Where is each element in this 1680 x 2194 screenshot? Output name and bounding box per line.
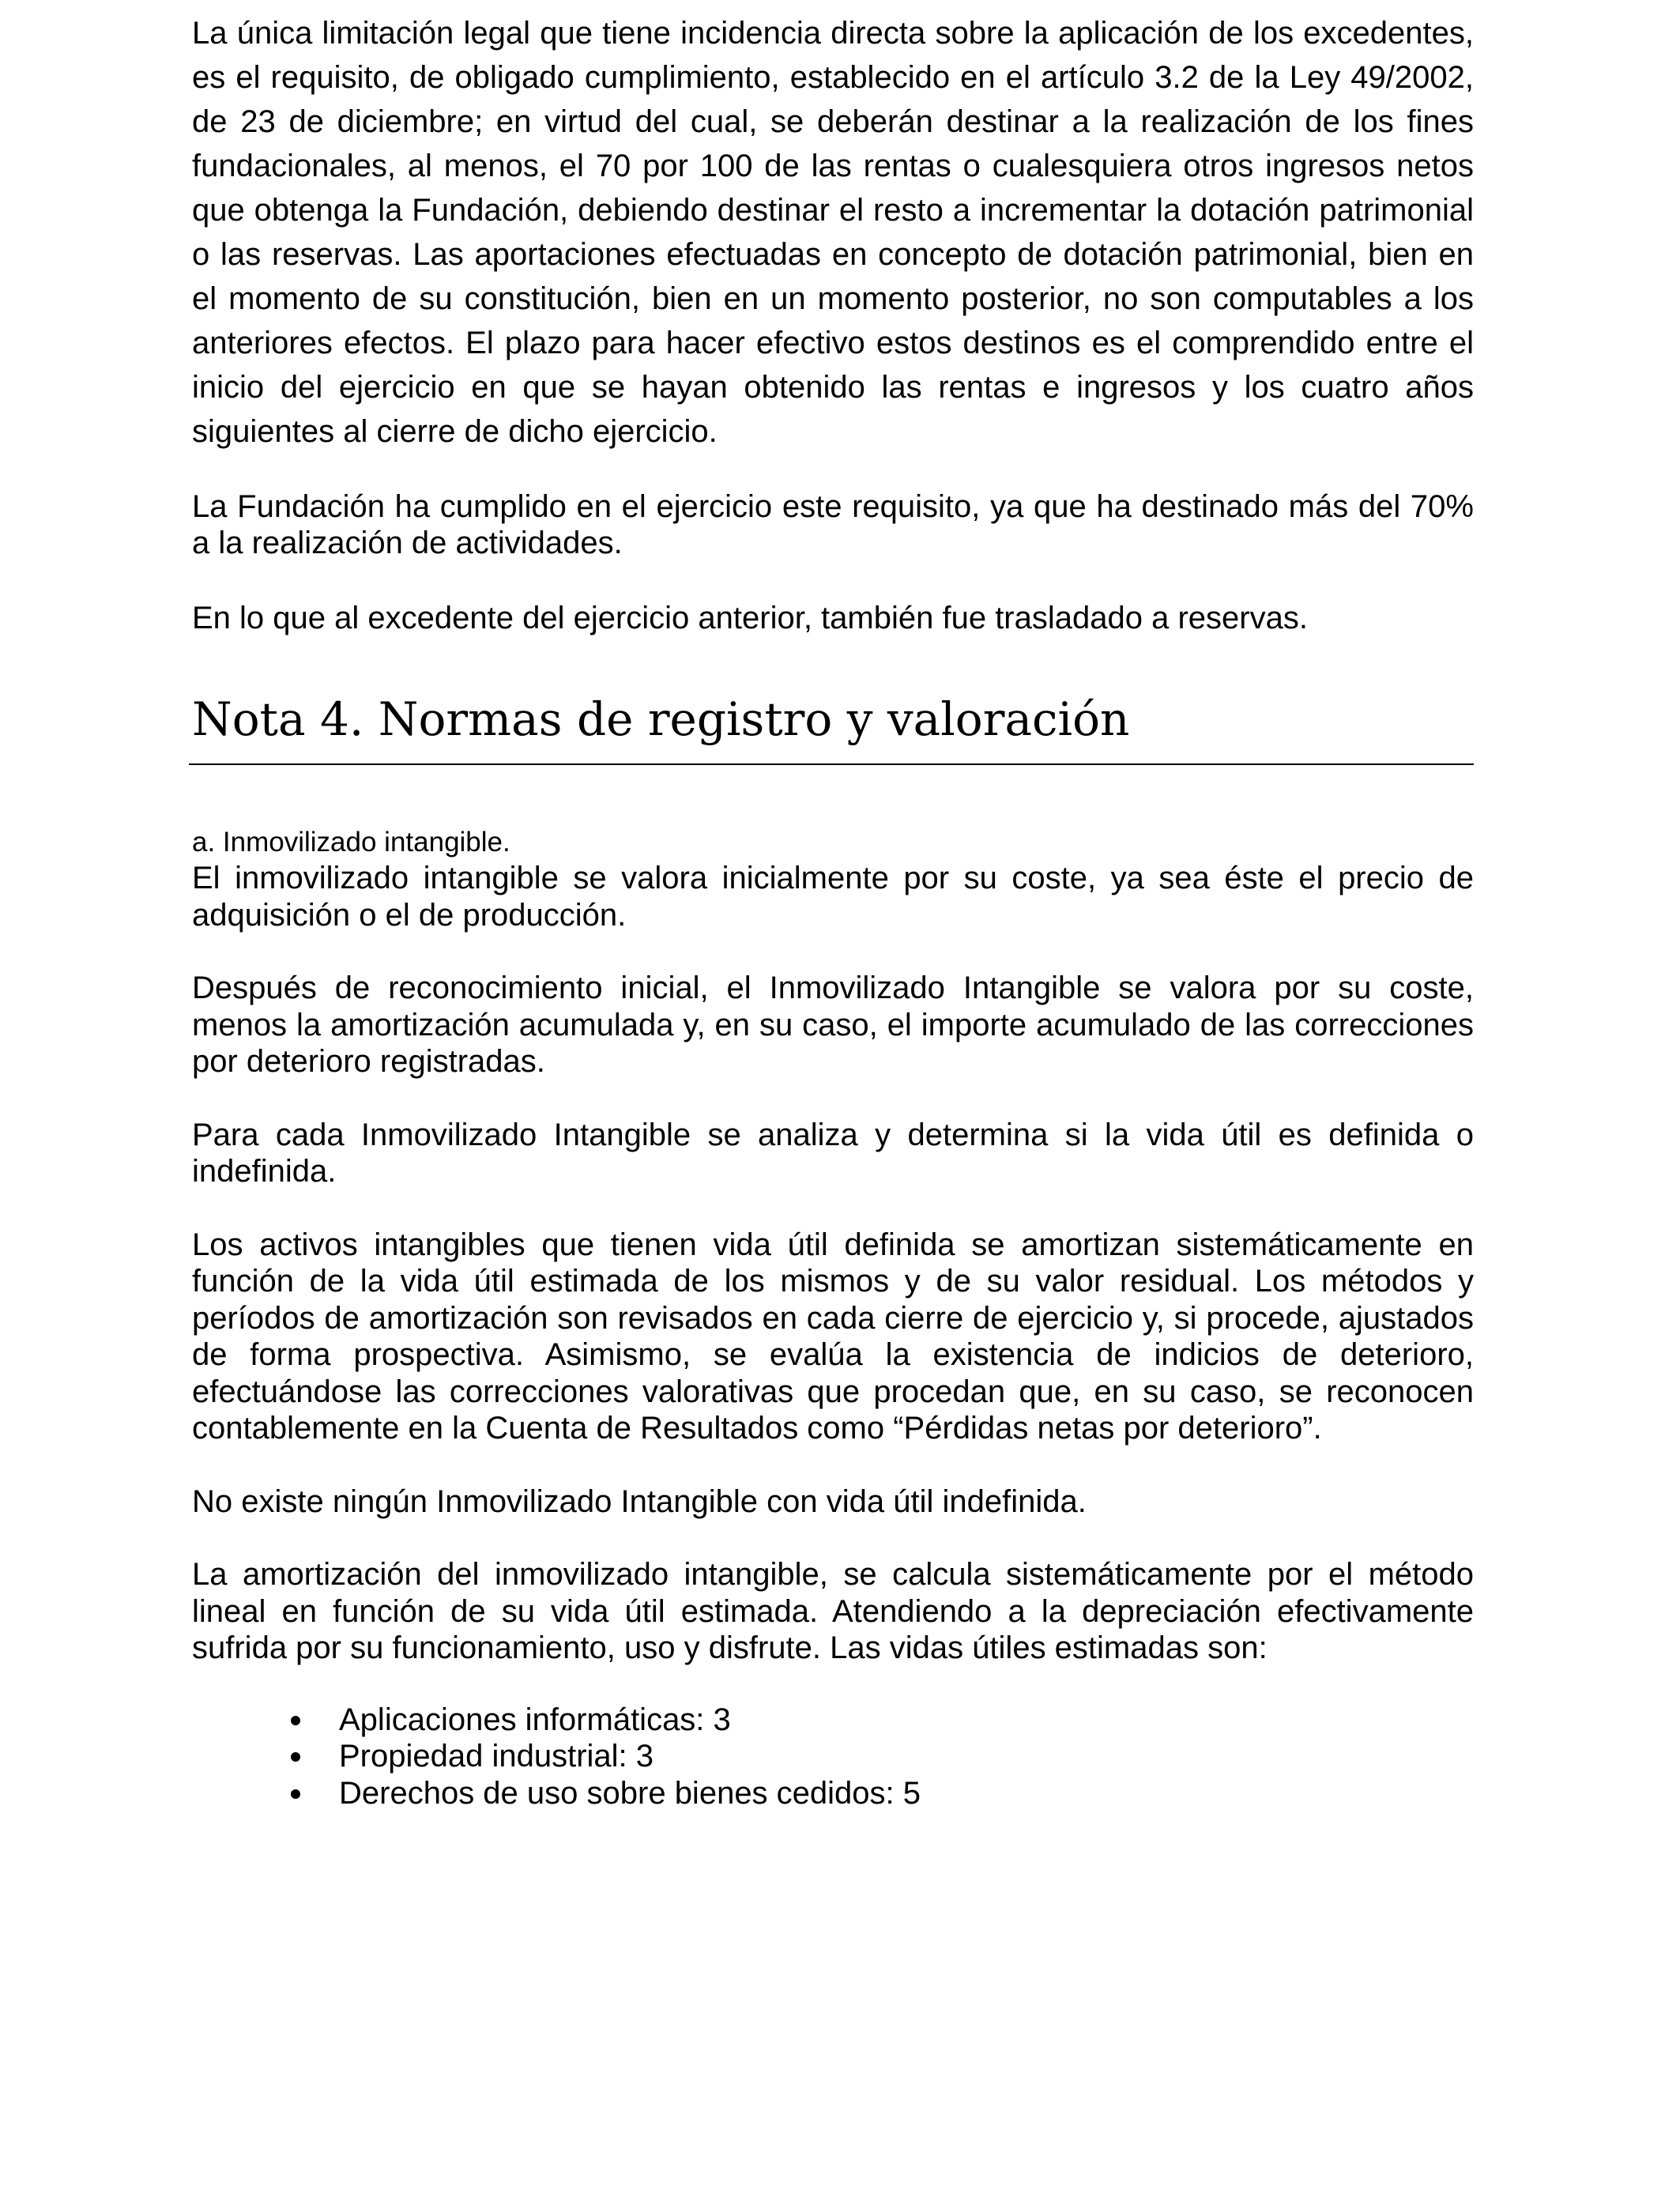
paragraph-surplus-limitation: La única limitación legal que tiene incidencia directa sobre la aplicación de los excedentes, es el requisito, de obligado cumplimiento, establecido en el artículo 3.2 de la Ley 49/2002, de 23 de diciembre; en virtud del cual, se deberán destinar a la realización de los fines fundacionales, al menos, el 70 por 100 de las rentas o cualesquiera otros ingresos netos que obtenga la Fundación, debiendo destinar el resto a incrementar la dotación patrimonial o las reservas. Las aportaciones efectuadas en concepto de dotación patrimonial, bien en el momento de su constitución, bien en un momento posterior, no son computables a los anteriores efectos. El plazo para hacer efectivo estos destinos es el comprendido entre el inicio del ejercicio en que se hayan obtenido las rentas e ingresos y los cuatro años siguientes al cierre de dicho ejercicio.: [192, 16, 1474, 449]
intangible-assets-section: [192, 825, 1474, 1811]
bullet-icon: [291, 1752, 300, 1762]
heading-divider: [189, 763, 1474, 765]
list-item-text: Aplicaciones informáticas: 3: [339, 1702, 731, 1737]
subheading-intangible-assets: a. Inmovilizado intangible.: [192, 827, 510, 858]
list-item: [192, 1702, 1474, 1739]
useful-lives-list: [192, 1702, 1474, 1812]
bullet-icon: [291, 1789, 300, 1799]
paragraph-no-indefinite-life: No existe ningún Inmovilizado Intangible con vida útil indefinida.: [192, 1483, 1087, 1519]
paragraph-defined-life-assets: Los activos intangibles que tienen vida útil definida se amortizan sistemáticamente en función de la vida útil estimada de los mismos y de su valor residual. Los métodos y períodos de amortización son revisados en cada cierre de ejercicio y, si procede, ajustados de forma prospectiva. Asimismo, se evalúa la existencia de indicios de deterioro, efectuándose las correcciones valorativas que procedan que, en su caso, se reconocen contablemente en la Cuenta de Resultados como “Pérdidas netas por deterioro”.: [192, 1227, 1474, 1446]
paragraph-useful-life-analysis: Para cada Inmovilizado Intangible se analiza y determina si la vida útil es definida o indefinida.: [192, 1117, 1474, 1189]
bullet-icon: [291, 1716, 300, 1725]
paragraph-compliance: La Fundación ha cumplido en el ejercicio este requisito, ya que ha destinado más del 70% a la realización de actividades.: [192, 489, 1474, 560]
paragraph-subsequent-valuation: Después de reconocimiento inicial, el Inmovilizado Intangible se valora por su coste, menos la amortización acumulada y, en su caso, el importe acumulado de las correcciones por deterioro registradas.: [192, 971, 1474, 1079]
paragraph-previous-surplus: En lo que al excedente del ejercicio anterior, también fue trasladado a reservas.: [192, 601, 1308, 635]
list-item: [192, 1738, 1474, 1775]
paragraph-amortization-method: La amortización del inmovilizado intangible, se calcula sistemáticamente por el método lineal en función de su vida útil estimada. Atendiendo a la depreciación efectivamente sufrida por su funcionamiento, uso y disfrute. Las vidas útiles estimadas son:: [192, 1557, 1474, 1665]
list-item-text: Derechos de uso sobre bienes cedidos: 5: [339, 1775, 921, 1811]
paragraph-initial-valuation: El inmovilizado intangible se valora inicialmente por su coste, ya sea éste el precio de adquisición o el de producción.: [192, 861, 1474, 933]
intro-section: [192, 11, 1474, 640]
list-item-text: Propiedad industrial: 3: [339, 1739, 654, 1774]
list-item: [192, 1775, 1474, 1812]
section-heading: Nota 4. Normas de registro y valoración: [192, 692, 1130, 746]
